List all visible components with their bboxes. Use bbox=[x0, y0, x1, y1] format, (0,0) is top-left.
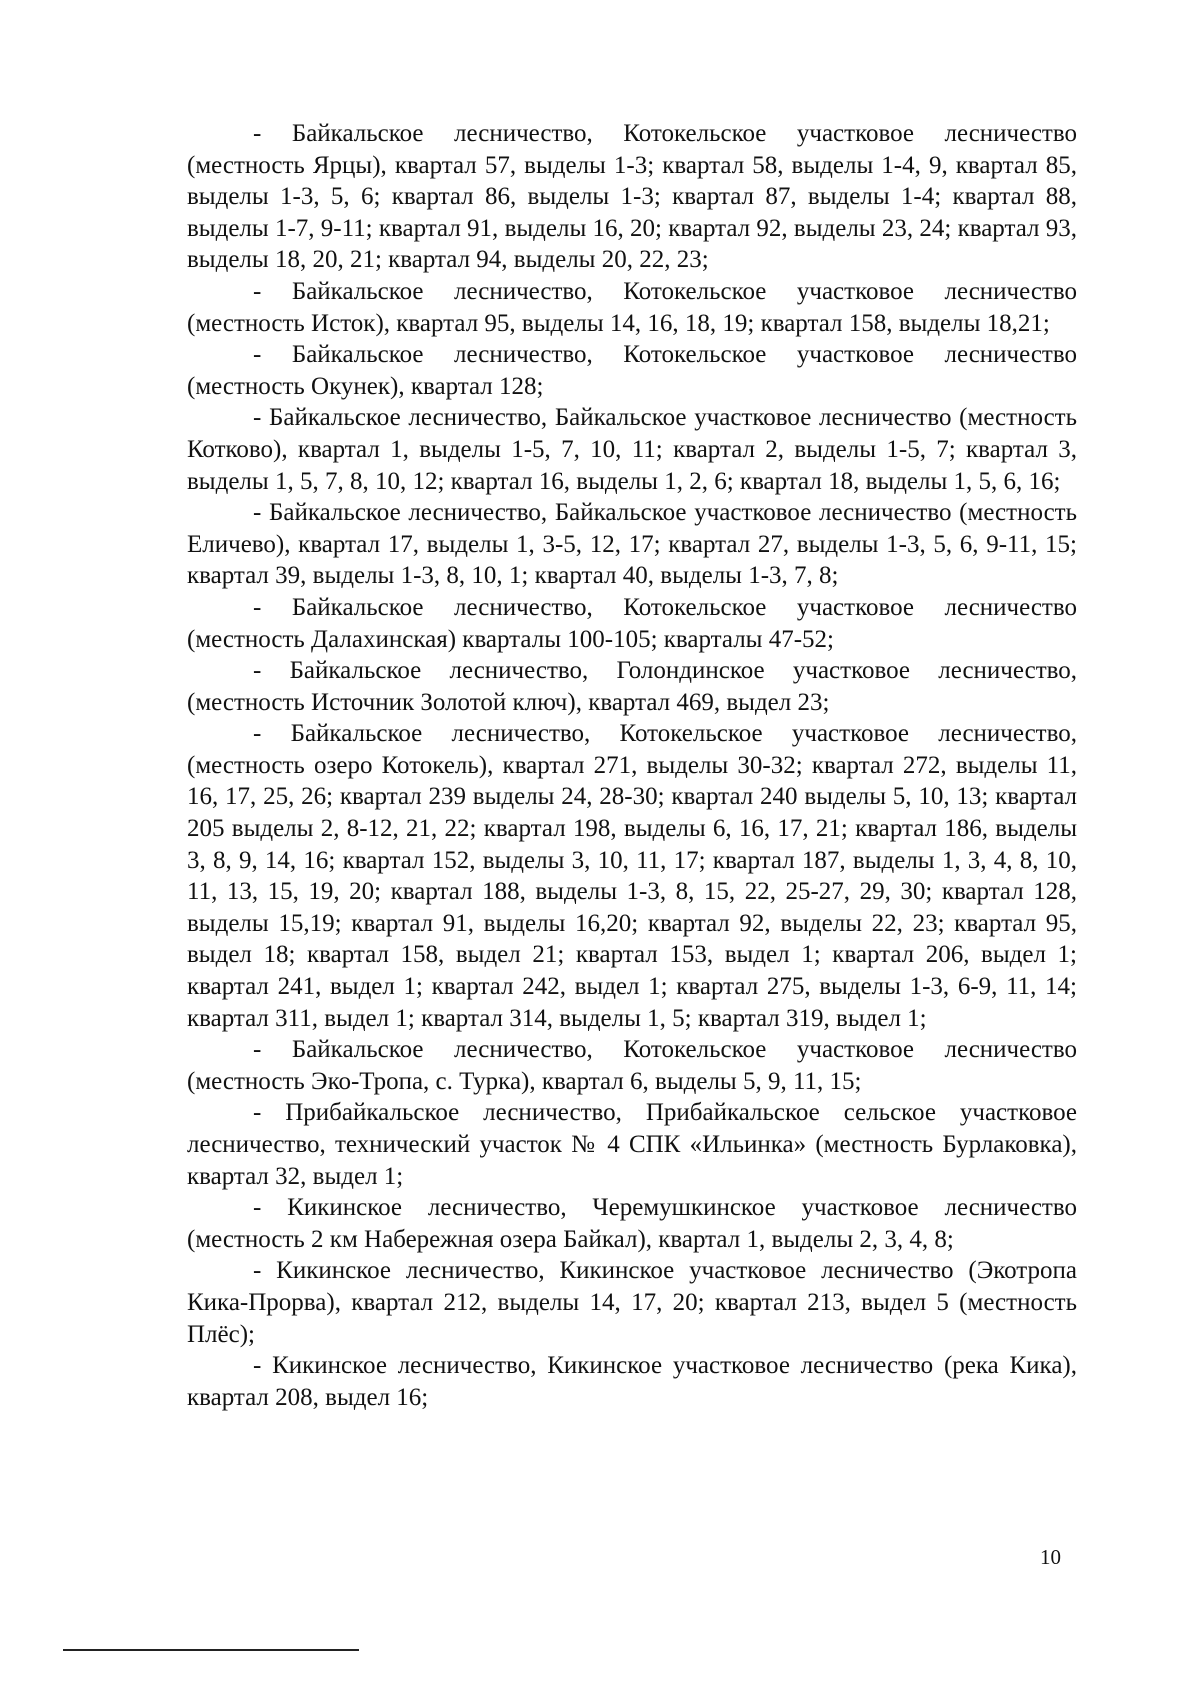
paragraph-yartsy: - Байкальское лесничество, Котокельское участковое лесничество (местность Ярцы), квартал 57, выделы 1-3; квартал 58, выделы 1-4, 9, квартал 85, выделы 1-3, 5, 6; квартал 86, выделы 1-3; квартал 87, выделы 1-4; квартал 88, выделы 1-7, 9-11; квартал 91, выделы 16, 20; квартал 92, выделы 23, 24; квартал 93, выделы 18, 20, 21; квартал 94, выделы 20, 22, 23; bbox=[187, 120, 1077, 274]
paragraph-kika-prorva: - Кикинское лесничество, Кикинское участковое лесничество (Экотропа Кика-Прорва), квартал 212, выделы 14, 17, 20; квартал 213, выдел 5 (местность Плёс); bbox=[187, 1257, 1077, 1348]
paragraph-zolotoy-klyuch: - Байкальское лесничество, Голондинское участковое лесничество, (местность Источник Золотой ключ), квартал 469, выдел 23; bbox=[187, 657, 1077, 716]
paragraph-istok: - Байкальское лесничество, Котокельское участковое лесничество (местность Исток), квартал 95, выделы 14, 16, 18, 19; квартал 158, выделы 18,21; bbox=[187, 277, 1077, 337]
paragraph-burlakovka: - Прибайкальское лесничество, Прибайкальское сельское участковое лесничество, технический участок № 4 СПК «Ильинка» (местность Бурлаковка), квартал 32, выдел 1; bbox=[187, 1099, 1077, 1190]
paragraph-reka-kika: - Кикинское лесничество, Кикинское участковое лесничество (река Кика), квартал 208, выдел 16; bbox=[187, 1352, 1077, 1411]
paragraph-elichevo: - Байкальское лесничество, Байкальское участковое лесничество (местность Еличево), квартал 17, выделы 1, 3-5, 12, 17; квартал 27, выделы 1-3, 5, 6, 9-11, 15; квартал 39, выделы 1-3, 8, 10, 1; квартал 40, выделы 1-3, 7, 8; bbox=[187, 499, 1077, 590]
paragraph-eko-tropa-turka: - Байкальское лесничество, Котокельское участковое лесничество (местность Эко-Тропа, с. Турка), квартал 6, выделы 5, 9, 11, 15; bbox=[187, 1036, 1077, 1095]
paragraph-naberezhnaya-baikal: - Кикинское лесничество, Черемушкинское участковое лесничество (местность 2 км Набережная озера Байкал), квартал 1, выделы 2, 3, 4, 8; bbox=[187, 1194, 1077, 1253]
footer-divider bbox=[63, 1649, 359, 1651]
page-number: 10 bbox=[1040, 1545, 1061, 1569]
paragraph-dalakhinskaya: - Байкальское лесничество, Котокельское участковое лесничество (местность Далахинская) кварталы 100-105; кварталы 47-52; bbox=[187, 593, 1077, 653]
paragraph-ozero-kotokel: - Байкальское лесничество, Котокельское участковое лесничество, (местность озеро Котокель), квартал 271, выделы 30-32; квартал 272, выделы 11, 16, 17, 25, 26; квартал 239 выделы 24, 28-30; квартал 240 выделы 5, 10, 13; квартал 205 выделы 2, 8-12, 21, 22; квартал 198, выделы 6, 16, 17, 21; квартал 186, выделы 3, 8, 9, 14, 16; квартал 152, выделы 3, 10, 11, 17; квартал 187, выделы 1, 3, 4, 8, 10, 11, 13, 15, 19, 20; квартал 188, выделы 1-3, 8, 15, 22, 25-27, 29, 30; квартал 128, выделы 15,19; квартал 91, выделы 16,20; квартал 92, выделы 22, 23; квартал 95, выдел 18; квартал 158, выдел 21; квартал 153, выдел 1; квартал 206, выдел 1; квартал 241, выдел 1; квартал 242, выдел 1; квартал 275, выделы 1-3, 6-9, 11, 14; квартал 311, выдел 1; квартал 314, выделы 1, 5; квартал 319, выдел 1; bbox=[187, 720, 1077, 1032]
paragraph-kotkovo: - Байкальское лесничество, Байкальское участковое лесничество (местность Котково), квартал 1, выделы 1-5, 7, 10, 11; квартал 2, выделы 1-5, 7; квартал 3, выделы 1, 5, 7, 8, 10, 12; квартал 16, выделы 1, 2, 6; квартал 18, выделы 1, 5, 6, 16; bbox=[187, 404, 1077, 495]
paragraph-okunek: - Байкальское лесничество, Котокельское участковое лесничество (местность Окунек), квартал 128; bbox=[187, 341, 1077, 400]
document-body bbox=[187, 118, 1077, 1413]
